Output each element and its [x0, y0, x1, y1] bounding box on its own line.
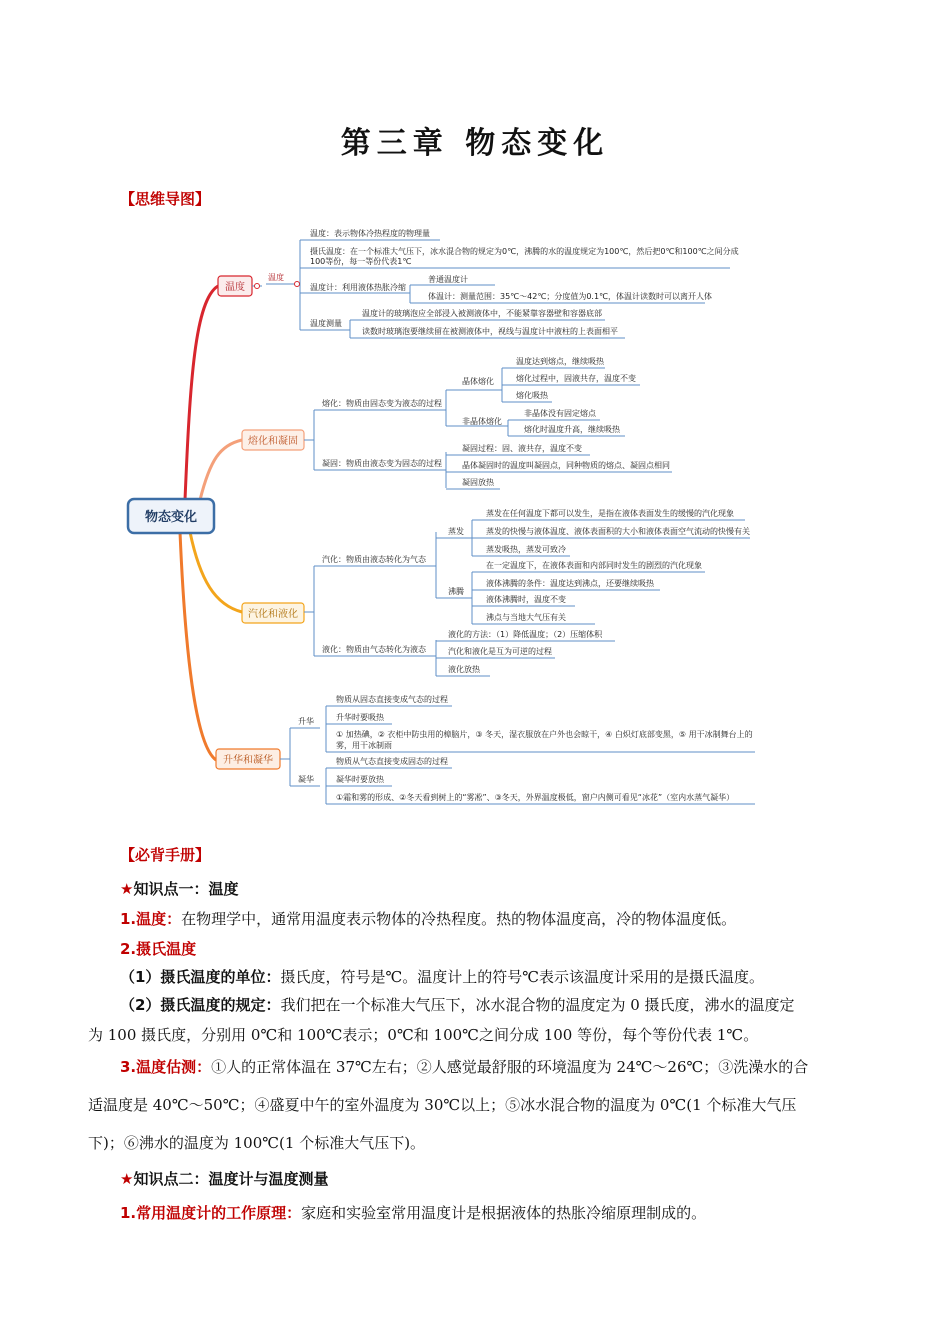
svg-text:熔化时温度升高，继续吸热: 熔化时温度升高，继续吸热 [524, 425, 620, 434]
svg-text:液化放热: 液化放热 [448, 665, 480, 674]
svg-text:温度达到熔点，继续吸热: 温度达到熔点，继续吸热 [516, 357, 604, 366]
svg-text:①霜和雾的形成、②冬天看到树上的“雾凇”、③冬天，外界温度极: ①霜和雾的形成、②冬天看到树上的“雾凇”、③冬天，外界温度极低，窗户内侧可看见“冰花”（室内水蒸气凝华） [336, 793, 735, 802]
svg-text:物质从气态直接变成固态的过程: 物质从气态直接变成固态的过程 [336, 757, 448, 766]
paragraph-estimate-line2: 适温度是 40℃～50℃；④盛夏中午的室外温度为 30℃以上；⑤冰水混合物的温度为 0℃(1 个标准大气压 [88, 1096, 797, 1114]
svg-text:升华时要吸热: 升华时要吸热 [336, 713, 384, 722]
star-icon: ★ [120, 1170, 134, 1188]
svg-text:汽化：物质由液态转化为气态: 汽化：物质由液态转化为气态 [322, 555, 426, 564]
svg-text:升华和凝华: 升华和凝华 [223, 755, 273, 766]
svg-text:普通温度计: 普通温度计 [428, 275, 468, 284]
svg-text:熔化和凝固: 熔化和凝固 [248, 436, 298, 447]
svg-text:汽化和液化: 汽化和液化 [248, 609, 298, 620]
svg-text:物态变化: 物态变化 [144, 510, 198, 525]
svg-text:物质从固态直接变成气态的过程: 物质从固态直接变成气态的过程 [336, 695, 448, 704]
svg-text:液体沸腾时，温度不变: 液体沸腾时，温度不变 [486, 595, 566, 604]
chapter-title: 第三章 物态变化 [340, 126, 610, 161]
section-manual-heading: 【必背手册】 [120, 846, 211, 864]
svg-text:摄氏温度：在一个标准大气压下，冰水混合物的规定为0℃，沸腾的: 摄氏温度：在一个标准大气压下，冰水混合物的规定为0℃，沸腾的水的温度规定为100℃，然后把0℃和100℃之间分成 [310, 247, 739, 256]
svg-text:凝固：物质由液态变为固态的过程: 凝固：物质由液态变为固态的过程 [322, 459, 442, 468]
svg-text:凝固放热: 凝固放热 [462, 478, 494, 487]
paragraph-thermometer-principle: 1.常用温度计的工作原理：家庭和实验室常用温度计是根据液体的热胀冷缩原理制成的。 [120, 1204, 707, 1222]
svg-text:升华: 升华 [298, 717, 314, 726]
paragraph-celsius-rule-line2: 为 100 摄氏度，分别用 0℃和 100℃表示；0℃和 100℃之间分成 100 等份，每个等份代表 1℃。 [88, 1026, 759, 1044]
svg-text:温度：表示物体冷热程度的物理量: 温度：表示物体冷热程度的物理量 [310, 229, 430, 238]
svg-text:100等份，每一等份代表1℃: 100等份，每一等份代表1℃ [310, 257, 412, 266]
branch-shenghua [216, 749, 280, 769]
section-mindmap-heading: 【思维导图】 [120, 190, 211, 208]
svg-text:沸腾: 沸腾 [448, 587, 464, 596]
paragraph-celsius-heading: 2.摄氏温度 [120, 940, 197, 958]
svg-text:熔化：物质由固态变为液态的过程: 熔化：物质由固态变为液态的过程 [322, 399, 442, 408]
knowledge-point-1-heading: ★知识点一：温度 [120, 880, 239, 898]
paragraph-celsius-unit: （1）摄氏温度的单位：摄氏度，符号是℃。温度计上的符号℃表示该温度计采用的是摄氏温度。 [120, 968, 765, 986]
svg-text:晶体凝固时的温度叫凝固点，同种物质的熔点、凝固点相同: 晶体凝固时的温度叫凝固点，同种物质的熔点、凝固点相同 [462, 461, 670, 470]
svg-text:读数时玻璃泡要继续留在被测液体中，视线与温度计中液柱的上表面: 读数时玻璃泡要继续留在被测液体中，视线与温度计中液柱的上表面相平 [362, 327, 618, 336]
paragraph-estimate-line3: 下)；⑥沸水的温度为 100℃(1 个标准大气压下)。 [88, 1134, 426, 1152]
svg-text:温度: 温度 [225, 282, 245, 293]
svg-text:晶体熔化: 晶体熔化 [462, 377, 494, 386]
star-icon: ★ [120, 880, 134, 898]
branch-wendu [218, 276, 252, 296]
svg-text:① 加热碘，② 衣柜中防虫用的樟脑片，③ 冬天，湿衣服放在户: ① 加热碘，② 衣柜中防虫用的樟脑片，③ 冬天，湿衣服放在户外也会晾干，④ 白炽灯底部变黑，⑤ 用干冰制舞台上的 [336, 730, 753, 739]
svg-text:蒸发吸热，蒸发可致冷: 蒸发吸热，蒸发可致冷 [486, 545, 566, 554]
svg-text:凝华: 凝华 [298, 775, 314, 784]
svg-text:体温计：测量范围：35℃～42℃；分度值为0.1℃，体温计读: 体温计：测量范围：35℃～42℃；分度值为0.1℃，体温计读数时可以离开人体 [428, 292, 713, 301]
svg-text:温度计：利用液体热胀冷缩: 温度计：利用液体热胀冷缩 [310, 283, 406, 292]
paragraph-estimate-line1: 3.温度估测：①人的正常体温在 37℃左右；②人感觉最舒服的环境温度为 24℃～26℃；③洗澡水的合 [120, 1058, 809, 1076]
svg-text:雾，用干冰制雨: 雾，用干冰制雨 [336, 741, 392, 750]
branch-qihua [242, 603, 304, 623]
svg-text:在一定温度下，在液体表面和内部同时发生的剧烈的汽化现象: 在一定温度下，在液体表面和内部同时发生的剧烈的汽化现象 [486, 561, 702, 570]
svg-text:液体沸腾的条件：温度达到沸点，还要继续吸热: 液体沸腾的条件：温度达到沸点，还要继续吸热 [486, 579, 654, 588]
svg-text:熔化过程中，固液共存，温度不变: 熔化过程中，固液共存，温度不变 [516, 374, 636, 383]
paragraph-temperature: 1.温度：在物理学中，通常用温度表示物体的冷热程度。热的物体温度高，冷的物体温度低。 [120, 910, 737, 928]
svg-text:凝华时要放热: 凝华时要放热 [336, 775, 384, 784]
branch-ronghua [242, 430, 304, 450]
svg-text:沸点与当地大气压有关: 沸点与当地大气压有关 [486, 613, 566, 622]
svg-text:熔化吸热: 熔化吸热 [516, 391, 548, 400]
svg-text:液化：物质由气态转化为液态: 液化：物质由气态转化为液态 [322, 645, 426, 654]
svg-text:非晶体没有固定熔点: 非晶体没有固定熔点 [524, 409, 596, 418]
svg-text:温度测量: 温度测量 [310, 319, 342, 328]
svg-text:液化的方法：（1）降低温度；（2）压缩体积: 液化的方法：（1）降低温度；（2）压缩体积 [448, 630, 603, 639]
svg-text:非晶体熔化: 非晶体熔化 [462, 417, 502, 426]
svg-text:蒸发的快慢与液体温度、液体表面积的大小和液体表面空气流动的快: 蒸发的快慢与液体温度、液体表面积的大小和液体表面空气流动的快慢有关 [486, 527, 750, 536]
svg-text:蒸发: 蒸发 [448, 527, 464, 536]
svg-text:蒸发在任何温度下都可以发生，是指在液体表面发生的缓慢的汽化现: 蒸发在任何温度下都可以发生，是指在液体表面发生的缓慢的汽化现象 [486, 509, 734, 518]
svg-text:汽化和液化是互为可逆的过程: 汽化和液化是互为可逆的过程 [448, 647, 552, 656]
paragraph-celsius-rule-line1: （2）摄氏温度的规定：我们把在一个标准大气压下，冰水混合物的温度定为 0 摄氏度，沸水的温度定 [120, 996, 795, 1014]
mindmap-root [128, 499, 214, 533]
svg-text:温度: 温度 [268, 273, 284, 282]
knowledge-point-2-heading: ★知识点二：温度计与温度测量 [120, 1170, 329, 1188]
mind-map [110, 218, 770, 818]
svg-text:凝固过程：固、液共存，温度不变: 凝固过程：固、液共存，温度不变 [462, 444, 582, 453]
svg-text:温度计的玻璃泡应全部浸入被测液体中，不能紧靠容器壁和容器底部: 温度计的玻璃泡应全部浸入被测液体中，不能紧靠容器壁和容器底部 [362, 309, 602, 318]
